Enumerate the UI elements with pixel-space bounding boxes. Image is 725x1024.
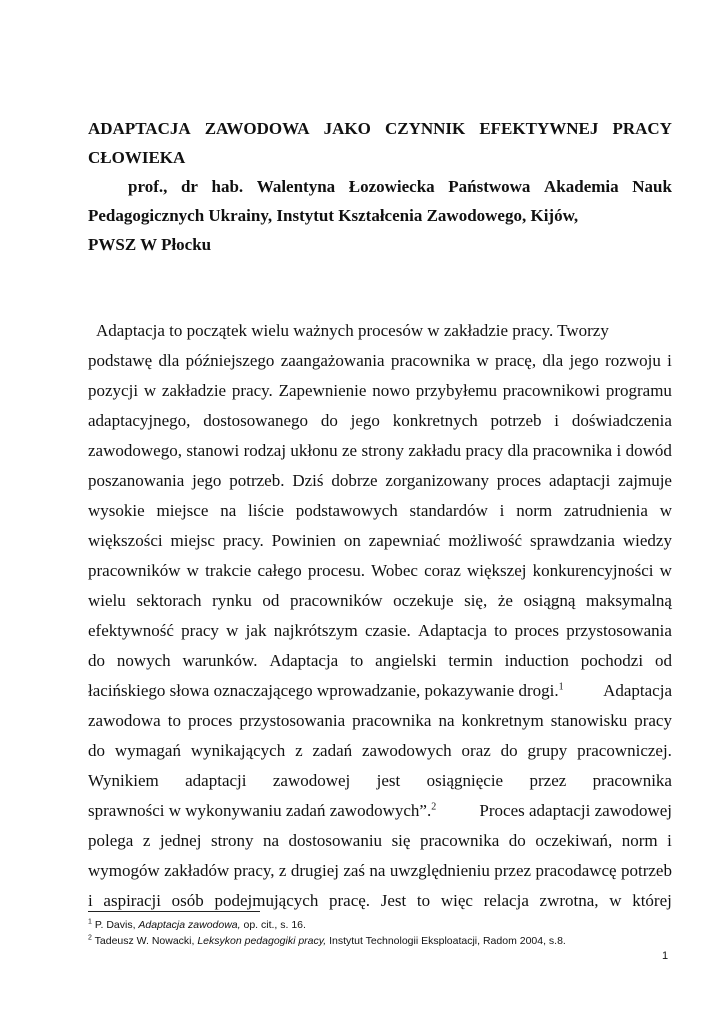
body-word: konkurencyjności	[532, 561, 654, 580]
author-word: Walentyna	[256, 177, 336, 196]
title-word: ADAPTACJA	[88, 119, 191, 138]
body-word: to	[494, 621, 508, 640]
body-word: w	[659, 501, 672, 520]
body-word: od	[262, 591, 280, 610]
body-word: Wynikiem	[88, 771, 159, 790]
body-line	[88, 856, 672, 886]
body-word: Zapewnienie	[278, 381, 367, 400]
body-word: w	[659, 561, 672, 580]
body-word: adaptacyjnego,	[88, 411, 191, 430]
body-word: proces	[187, 711, 233, 730]
body-word: miejsc	[170, 531, 215, 550]
body-word: w	[226, 621, 239, 640]
title-word: EFEKTYWNEJ	[479, 119, 599, 138]
body-line-segment: Proces adaptacji zawodowej	[479, 801, 672, 820]
body-word: i	[667, 351, 672, 370]
title-block	[88, 114, 672, 259]
body-line	[88, 466, 672, 496]
title-word: JAKO	[323, 119, 371, 138]
body-word: do	[88, 651, 105, 670]
body-word: zakładzie	[161, 381, 227, 400]
body-word: z	[278, 861, 287, 880]
body-line-segment: łacińskiego słowa oznaczającego wprowadzanie, pokazywanie drogi.	[88, 681, 559, 700]
footnote-item	[88, 933, 672, 949]
body-word: możliwość	[448, 531, 523, 550]
body-word: aspiracji	[103, 891, 161, 910]
body-word: dostosowaniu	[288, 831, 383, 850]
body-word: angielski	[375, 651, 437, 670]
body-word: osób	[171, 891, 204, 910]
body-word: poszanowania	[88, 471, 185, 490]
body-word: do	[320, 411, 338, 430]
body-word: przez	[529, 771, 567, 790]
body-word: norm	[516, 501, 553, 520]
author-word: hab.	[211, 177, 244, 196]
body-word: rodzaj	[243, 441, 287, 460]
body-word: więc	[440, 891, 473, 910]
footnote-ref: 1	[558, 681, 564, 693]
body-word: sprawdzania	[529, 531, 615, 550]
body-word: programu	[605, 381, 672, 400]
body-line	[88, 346, 672, 376]
body-word: pracę.	[329, 891, 371, 910]
author-word: Państwowa	[448, 177, 531, 196]
body-word: adaptacji	[548, 471, 611, 490]
body-word: przystosowania	[566, 621, 672, 640]
body-word: zawodowych	[361, 741, 452, 760]
body-word: trakcie	[205, 561, 252, 580]
body-word: induction	[504, 651, 569, 670]
body-word: wymogów	[88, 861, 160, 880]
body-word: strony	[361, 441, 404, 460]
body-word: termin	[448, 651, 493, 670]
body-word: pracownika	[390, 351, 471, 370]
body-word: i	[88, 891, 93, 910]
body-word: pochodzi	[580, 651, 644, 670]
body-word: przystosowania	[239, 711, 346, 730]
body-word: oraz	[461, 741, 491, 760]
body-line-segment: sprawności w wykonywaniu zadań zawodowych”.	[88, 801, 432, 820]
body-word: dostosowanego	[203, 411, 309, 430]
page-number: 1	[662, 950, 669, 962]
body-word: zawodowej	[272, 771, 351, 790]
body-word: Wobec	[371, 561, 418, 580]
body-word: Jest	[380, 891, 407, 910]
body-word: procesu.	[307, 561, 366, 580]
body-word: oczekiwań,	[535, 831, 613, 850]
body-word: zajmuje	[618, 471, 672, 490]
body-word: późniejszego	[185, 351, 275, 370]
body-word: na	[220, 501, 237, 520]
body-word: zaangażowania	[280, 351, 385, 370]
body-word: pracy	[181, 621, 219, 640]
body-word: drugiej	[290, 861, 339, 880]
body-word: z	[295, 741, 303, 760]
body-word: osiągną	[523, 591, 576, 610]
body-word: na	[369, 861, 386, 880]
body-word: oczekuje	[393, 591, 454, 610]
body-word: przybyłemu	[415, 381, 497, 400]
body-word: maksymalną	[586, 591, 672, 610]
body-line-text	[88, 676, 564, 706]
body-word: nowo	[372, 381, 410, 400]
body-word: zorganizowany	[385, 471, 489, 490]
author-line-2: Pedagogicznych Ukrainy, Instytut Kształcenia Zawodowego, Kijów,	[88, 206, 579, 225]
body-word: polega	[88, 831, 134, 850]
footnote-italic: Leksykon pedagogiki pracy,	[197, 935, 327, 947]
body-word: warunków.	[182, 651, 258, 670]
body-word: standardów	[409, 501, 488, 520]
body-word: nowych	[116, 651, 171, 670]
body-word: to	[350, 651, 364, 670]
body-line	[88, 676, 672, 706]
body-word: norm	[621, 831, 658, 850]
body-word: pracy.	[231, 381, 273, 400]
body-word: zapewniać	[368, 531, 441, 550]
body-word: większości	[88, 531, 163, 550]
title-word: CZYNNIK	[384, 119, 466, 138]
body-line-text: Adaptacja to początek wielu ważnych procesów w zakładzie pracy. Tworzy	[96, 321, 609, 340]
body-word: potrzeb	[490, 411, 542, 430]
body-word: jego	[192, 471, 222, 490]
body-text	[88, 316, 672, 916]
body-word: jego	[350, 411, 380, 430]
body-word: w	[186, 561, 199, 580]
body-word: liście	[248, 501, 284, 520]
body-word: wysokie	[88, 501, 145, 520]
footnote-number: 1	[88, 918, 92, 926]
body-word: pracowników	[88, 561, 181, 580]
body-word: rynku	[212, 591, 252, 610]
body-word: Powinien	[271, 531, 336, 550]
author-line-3: PWSZ W Płocku	[88, 235, 212, 254]
footnote-text: P. Davis,	[94, 919, 139, 931]
title-line-1	[88, 114, 672, 143]
title-line-2: CŁOWIEKA	[88, 148, 186, 167]
body-word: do	[508, 831, 526, 850]
body-word: że	[497, 591, 513, 610]
body-word: na	[438, 711, 455, 730]
body-word: do	[500, 741, 518, 760]
body-word: jest	[376, 771, 401, 790]
body-word: pracownika	[532, 441, 613, 460]
body-word: pracownikowi	[502, 381, 601, 400]
body-word: do	[88, 741, 105, 760]
body-line	[88, 526, 672, 556]
body-line	[88, 586, 672, 616]
footnote-italic: Adaptacja zawodowa,	[138, 919, 241, 931]
footnote-text: op. cit., s. 16.	[240, 919, 306, 931]
body-word: pracodawcę	[535, 861, 617, 880]
body-word: zadań	[312, 741, 353, 760]
body-word: pracowników	[289, 591, 383, 610]
title-word: PRACY	[612, 119, 672, 138]
author-word: Nauk	[632, 177, 672, 196]
author-word: dr	[180, 177, 198, 196]
body-word: Dziś	[292, 471, 324, 490]
body-word: doświadczenia	[571, 411, 672, 430]
author-word: Łozowiecka	[348, 177, 435, 196]
body-word: wymagań	[114, 741, 181, 760]
body-word: zwrotna,	[539, 891, 599, 910]
body-word: podstawowych	[295, 501, 398, 520]
body-word: całego	[257, 561, 302, 580]
body-word: pozycji	[88, 381, 139, 400]
body-word: pracy	[634, 711, 672, 730]
body-word: większej	[467, 561, 527, 580]
body-word: pracy,	[233, 861, 275, 880]
body-word: jak	[245, 621, 267, 640]
body-word: efektywność	[88, 621, 174, 640]
body-word: zakładu	[408, 441, 462, 460]
footnote-text: Instytut Technologii Eksploatacji, Radom 2004, s.8.	[326, 935, 566, 947]
body-line	[88, 706, 672, 736]
body-word: i	[499, 501, 505, 520]
body-word: i	[616, 441, 622, 460]
author-word: prof.,	[128, 177, 168, 196]
body-word: konkretnych	[392, 411, 478, 430]
body-line	[88, 556, 672, 586]
body-word: pracowniczej.	[577, 741, 672, 760]
body-word: na	[262, 831, 280, 850]
body-word: rozwoju	[605, 351, 661, 370]
body-word: w	[476, 351, 489, 370]
body-line	[88, 496, 672, 526]
footnote-divider	[88, 911, 260, 912]
body-word: relacja	[483, 891, 529, 910]
body-word: strony	[210, 831, 254, 850]
body-line	[88, 406, 672, 436]
body-word: Adaptacja	[417, 621, 487, 640]
body-word: zakładów	[164, 861, 230, 880]
body-word: grupy	[527, 741, 568, 760]
body-word: dla	[542, 351, 564, 370]
body-line	[88, 736, 672, 766]
body-line	[88, 796, 672, 826]
body-word: to	[416, 891, 431, 910]
body-word: pracę,	[495, 351, 537, 370]
body-word: miejsce	[156, 501, 209, 520]
body-word: podstawę	[88, 351, 153, 370]
footnote-number: 2	[88, 934, 92, 942]
title-word: ZAWODOWA	[204, 119, 310, 138]
body-word: przez	[494, 861, 532, 880]
body-line	[88, 616, 672, 646]
body-word: wielu	[88, 591, 126, 610]
body-word: podejmujących	[214, 891, 319, 910]
body-word: osiągnięcie	[426, 771, 504, 790]
body-word: pracy	[465, 441, 504, 460]
body-word: zawodowa	[88, 711, 161, 730]
body-word: adaptacji	[185, 771, 247, 790]
body-word: dla	[158, 351, 180, 370]
body-word: konkretnym	[461, 711, 544, 730]
body-word: w	[609, 891, 622, 910]
body-word: zaś	[343, 861, 366, 880]
body-line	[88, 826, 672, 856]
body-word: stanowi	[186, 441, 240, 460]
body-word: najkrótszym	[273, 621, 358, 640]
body-word: dobrze	[331, 471, 378, 490]
body-word: dowód	[625, 441, 672, 460]
body-word: i	[667, 831, 672, 850]
body-word: czasie.	[364, 621, 411, 640]
body-word: proces	[514, 621, 559, 640]
footnote-ref: 2	[431, 801, 437, 813]
body-word: od	[654, 651, 672, 670]
body-word: on	[343, 531, 361, 550]
footnotes	[88, 917, 672, 949]
body-word: się	[391, 831, 411, 850]
body-word: jednej	[159, 831, 202, 850]
body-line-segment: Adaptacja	[603, 681, 672, 700]
body-word: w	[143, 381, 157, 400]
body-word: wiedzy	[622, 531, 672, 550]
body-word: wynikających	[190, 741, 286, 760]
body-line	[88, 316, 672, 346]
body-word: proces	[496, 471, 542, 490]
body-word: z	[142, 831, 151, 850]
footnote-text: Tadeusz W. Nowacki,	[94, 935, 198, 947]
body-word: ukłonu	[290, 441, 338, 460]
body-word: której	[632, 891, 672, 910]
body-word: pracownika	[592, 771, 672, 790]
body-line	[88, 376, 672, 406]
body-word: coraz	[424, 561, 461, 580]
body-word: potrzeb	[620, 861, 672, 880]
body-word: sektorach	[136, 591, 202, 610]
body-line-text	[88, 796, 436, 826]
body-word: stanowisku	[550, 711, 628, 730]
body-word: zatrudnienia	[563, 501, 648, 520]
author-word: Akademia	[544, 177, 619, 196]
body-word: pracownika	[419, 831, 500, 850]
body-word: się,	[464, 591, 488, 610]
body-line	[88, 436, 672, 466]
body-word: pracy.	[222, 531, 264, 550]
body-word: to	[167, 711, 181, 730]
body-word: i	[554, 411, 560, 430]
body-word: uwzględnieniu	[389, 861, 490, 880]
body-word: pracownika	[352, 711, 432, 730]
footnote-item	[88, 917, 672, 933]
body-line	[88, 646, 672, 676]
body-word: potrzeb.	[229, 471, 285, 490]
body-line	[88, 766, 672, 796]
body-word: Adaptacja	[269, 651, 339, 670]
body-word: ze	[342, 441, 358, 460]
body-word: dla	[507, 441, 529, 460]
author-line-1	[128, 172, 672, 201]
body-word: jego	[569, 351, 599, 370]
body-word: zawodowego,	[88, 441, 182, 460]
